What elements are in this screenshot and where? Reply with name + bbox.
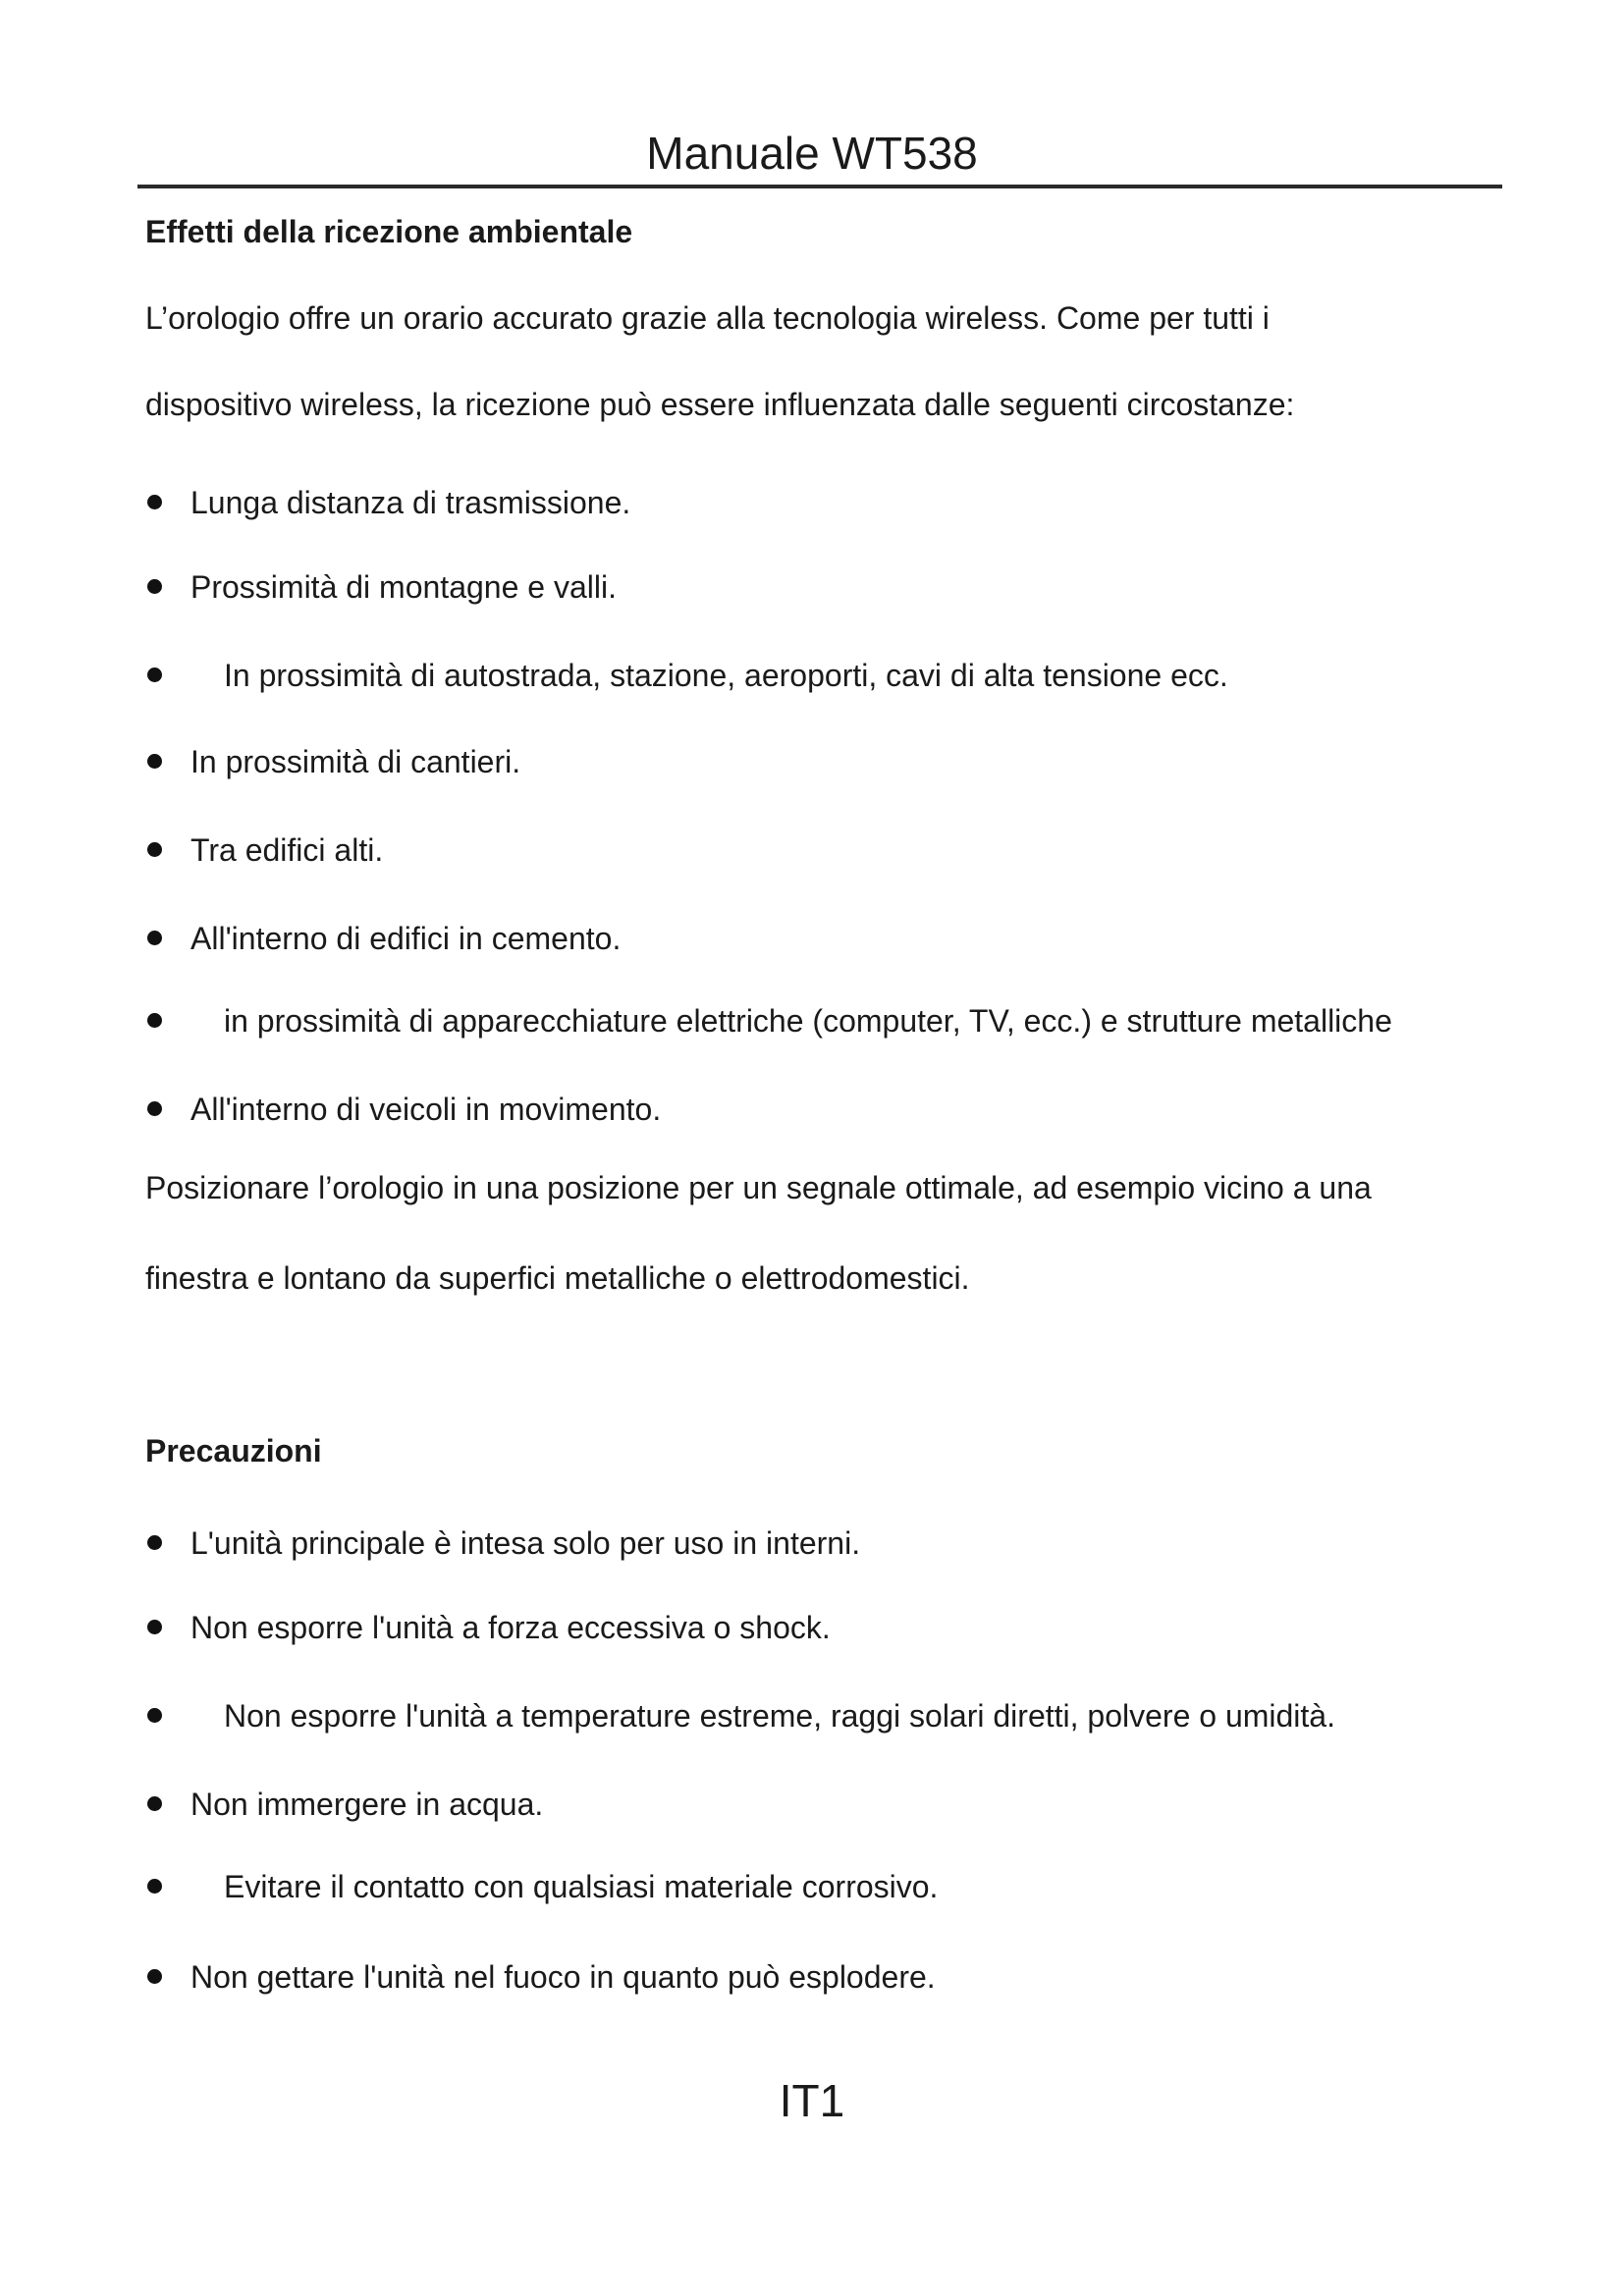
list-item-text: Non immergere in acqua. — [190, 1787, 544, 1822]
list-item-text: Non esporre l'unità a temperature estreme, raggi solari diretti, polvere o umidità. — [224, 1698, 1335, 1734]
list-item — [145, 919, 1510, 958]
list-item-text: All'interno di edifici in cemento. — [190, 921, 622, 956]
list-item — [145, 483, 1510, 522]
list-item-text: Non esporre l'unità a forza eccessiva o shock. — [190, 1610, 831, 1645]
list-item — [145, 1090, 1510, 1129]
bullet-icon — [147, 1969, 162, 1984]
list-item-text: Tra edifici alti. — [190, 832, 384, 868]
list-item-text: Evitare il contatto con qualsiasi materiale corrosivo. — [224, 1869, 939, 1904]
bullet-icon — [147, 495, 162, 509]
list-item — [145, 567, 1510, 607]
reception-intro-line-1: L’orologio offre un orario accurato grazie alla tecnologia wireless. Come per tutti i — [145, 300, 1270, 336]
bullet-icon — [147, 931, 162, 945]
section-heading-reception: Effetti della ricezione ambientale — [145, 214, 633, 249]
list-item — [145, 656, 1510, 695]
section-heading-precautions: Precauzioni — [145, 1433, 322, 1468]
list-item-text: L'unità principale è intesa solo per uso in interni. — [190, 1525, 861, 1561]
list-item — [145, 1957, 1510, 1997]
bullet-icon — [147, 842, 162, 857]
list-item-text: All'interno di veicoli in movimento. — [190, 1092, 662, 1127]
list-item-text: in prossimità di apparecchiature elettriche (computer, TV, ecc.) e strutture metalliche — [224, 1003, 1392, 1039]
list-item — [145, 830, 1510, 870]
list-item-text: Prossimità di montagne e valli. — [190, 569, 617, 605]
page-number: IT1 — [779, 2075, 845, 2126]
list-item-text: In prossimità di autostrada, stazione, aeroporti, cavi di alta tensione ecc. — [224, 658, 1228, 693]
list-item — [145, 1867, 1510, 1906]
bullet-icon — [147, 1620, 162, 1634]
list-item — [145, 742, 1510, 781]
list-item-text: In prossimità di cantieri. — [190, 744, 521, 779]
header-divider — [137, 185, 1502, 188]
reception-intro-line-2: dispositivo wireless, la ricezione può essere influenzata dalle seguenti circostanze: — [145, 387, 1295, 422]
list-item — [145, 1608, 1510, 1647]
bullet-icon — [147, 1879, 162, 1894]
bullet-icon — [147, 579, 162, 594]
bullet-icon — [147, 1796, 162, 1811]
page-title: Manuale WT538 — [646, 128, 978, 179]
bullet-icon — [147, 754, 162, 769]
bullet-icon — [147, 1013, 162, 1028]
reception-outro-line-1: Posizionare l’orologio in una posizione per un segnale ottimale, ad esempio vicino a una — [145, 1170, 1372, 1205]
list-item — [145, 1785, 1510, 1824]
bullet-icon — [147, 1708, 162, 1723]
bullet-icon — [147, 1101, 162, 1116]
list-item-text: Non gettare l'unità nel fuoco in quanto può esplodere. — [190, 1959, 936, 1995]
list-item-text: Lunga distanza di trasmissione. — [190, 485, 631, 520]
bullet-icon — [147, 667, 162, 682]
bullet-icon — [147, 1535, 162, 1550]
list-item — [145, 1001, 1510, 1041]
list-item — [145, 1523, 1510, 1563]
list-item — [145, 1696, 1510, 1735]
reception-outro-line-2: finestra e lontano da superfici metalliche o elettrodomestici. — [145, 1260, 970, 1296]
